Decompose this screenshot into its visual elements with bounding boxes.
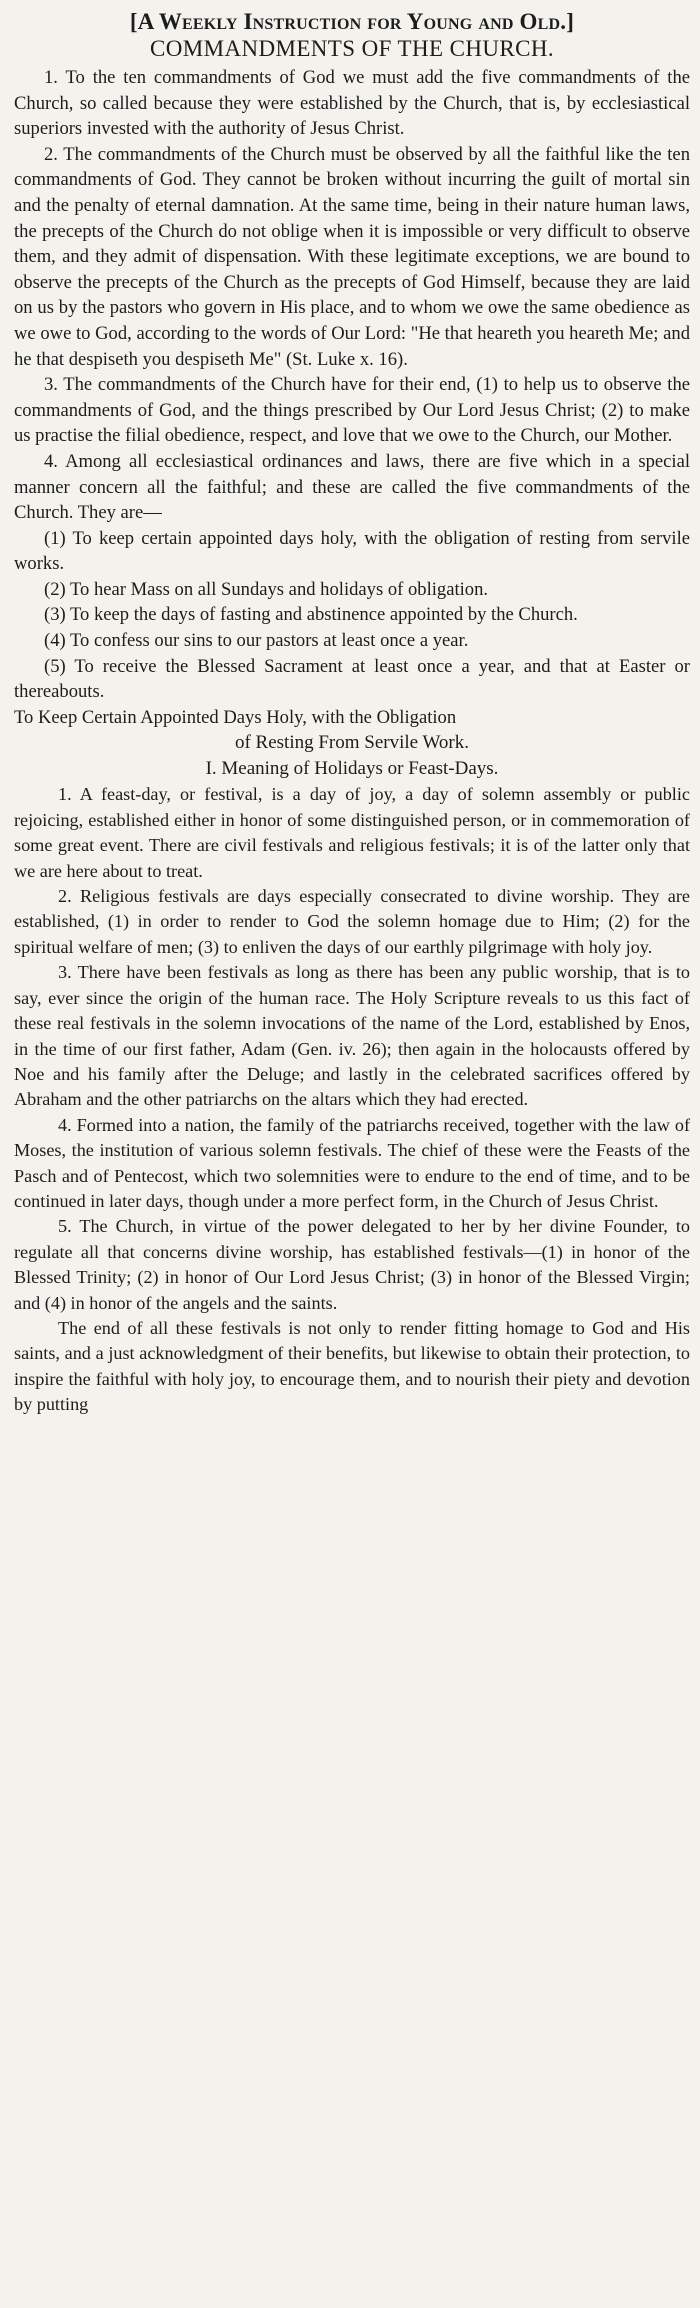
masthead: [A Weekly Instruction for Young and Old.] [129, 9, 575, 34]
page-title: COMMANDMENTS OF THE CHURCH. [150, 36, 554, 61]
list-item: (3) To keep the days of fasting and abstinence appointed by the Church. [44, 604, 578, 626]
list-item: (5) To receive the Blessed Sacrament at least once a year, and that at Easter or thereabouts. [14, 655, 690, 703]
subsection-heading: I. Meaning of Holidays or Feast-Days. [205, 758, 499, 780]
list-item: (1) To keep certain appointed days holy, with the obligation of resting from servile works. [14, 527, 690, 575]
paragraph: 2. The commandments of the Church must be observed by all the faithful like the ten commandments of God. They cannot be broken without incurring the guilt of mortal sin and the penalty of eternal damnation. At the same time, being in their nature human laws, the precepts of the Church do not oblige when it is impossible or very difficult to observe them, and they admit of dispensation. With these legitimate exceptions, we are bound to observe the precepts of the Church as the precepts of God Himself, because they are laid on us by the pastors who govern in His place, and to whom we owe the same obedience as we owe to God, according to the words of Our Lord: "He that heareth you heareth Me; and he that despiseth you despiseth Me" (St. Luke x. 16). [14, 143, 690, 370]
section-heading-continued: of Resting From Servile Work. [234, 732, 470, 754]
paragraph: 3. The commandments of the Church have for their end, (1) to help us to observe the commandments of God, and the things prescribed by Our Lord Jesus Christ; (2) to make us practise the filial obedience, respect, and love that we owe to the Church, our Mother. [14, 374, 690, 447]
paragraph: 1. To the ten commandments of God we must add the five commandments of the Church, so called because they were established by the Church, that is, by ecclesiastical superiors invested with the authority of Jesus Christ. [14, 67, 690, 140]
feast-days-section [14, 782, 690, 1417]
section-heading: To Keep Certain Appointed Days Holy, with the Obligation [14, 706, 457, 728]
paragraph: 4. Formed into a nation, the family of the patriarchs received, together with the law of Moses, the institution of various solemn festivals. The chief of these were the Feasts of the Pasch and of Pentecost, which two solemnities were to endure to the end of time, and to be continued in later days, though under a more perfect form, in the Church of Jesus Christ. [14, 1114, 690, 1211]
paragraph: 4. Among all ecclesiastical ordinances and laws, there are five which in a special manner concern all the faithful; and these are called the five commandments of the Church. They are— [14, 450, 690, 524]
commandments-list [14, 526, 690, 705]
paragraph: 2. Religious festivals are days especially consecrated to divine worship. They are established, (1) in order to render to God the solemn homage due to Him; (2) for the spiritual welfare of men; (3) to enliven the days of our earthly pilgrimage with holy joy. [14, 886, 690, 957]
list-item: (4) To confess our sins to our pastors at least once a year. [44, 630, 469, 652]
paragraph: 3. There have been festivals as long as there has been any public worship, that is to say, ever since the origin of the human race. The Holy Scripture reveals to us this fact of these real festivals in the solemn invocations of the name of the Lord, established by Enos, in the time of our first father, Adam (Gen. iv. 26); then again in the holocausts offered by Noe and his family after the Deluge; and lastly in the celebrated sacrifices offered by Abraham and the other patriarchs on the altars which they had erected. [14, 962, 690, 1110]
list-item: (2) To hear Mass on all Sundays and holidays of obligation. [44, 578, 489, 600]
intro-section [14, 65, 690, 526]
paragraph: 5. The Church, in virtue of the power delegated to her by her divine Founder, to regulate all that concerns divine worship, has established festivals—(1) in honor of the Blessed Trinity; (2) in honor of Our Lord Jesus Christ; (3) in honor of the Blessed Virgin; and (4) in honor of the angels and the saints. [14, 1216, 690, 1313]
paragraph: The end of all these festivals is not only to render fitting homage to God and His saints, and a just acknowledgment of their benefits, but likewise to obtain their protection, to inspire the faithful with holy joy, to encourage them, and to nourish their piety and devotion by putting [14, 1317, 690, 1415]
paragraph: 1. A feast-day, or festival, is a day of joy, a day of solemn assembly or public rejoicing, established either in honor of some distinguished person, or in commemoration of some great event. There are civil festivals and religious festivals; it is of the latter only that we are here about to treat. [14, 784, 690, 881]
